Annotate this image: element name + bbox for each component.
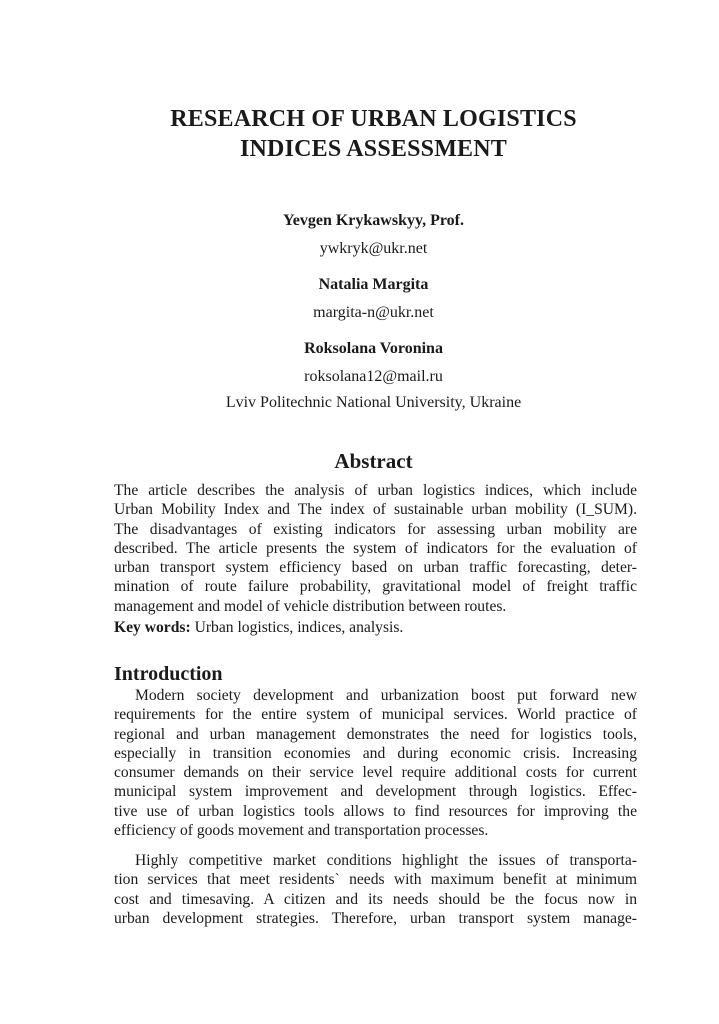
text-line: requirements for the entire system of municipal services. World practice of (114, 706, 637, 724)
text-line: mination of route failure probability, gravitational model of freight traffic (114, 578, 637, 596)
intro-paragraph-2 (114, 851, 637, 928)
text-line: management and model of vehicle distribution between routes. (114, 597, 507, 615)
abstract-heading: Abstract (334, 449, 413, 473)
text-line: efficiency of goods movement and transportation processes. (114, 822, 489, 840)
author-name: Roksolana Voronina (304, 340, 443, 357)
keywords-text: Urban logistics, indices, analysis. (190, 619, 404, 636)
introduction-heading: Introduction (114, 663, 223, 685)
text-line: municipal system improvement and development through logistics. Effec- (114, 783, 637, 801)
intro-paragraph-1 (114, 686, 637, 840)
text-line: tion services that meet residents` needs with maximum benefit at minimum (114, 871, 637, 889)
affiliation: Lviv Politechnic National University, Ukraine (225, 394, 522, 411)
author-name: Yevgen Krykawskyy, Prof. (282, 212, 465, 229)
title-line-2: INDICES ASSESSMENT (239, 136, 508, 162)
author-email: ywkryk@ukr.net (319, 240, 428, 257)
text-line: Modern society development and urbanization boost put forward new (135, 687, 637, 704)
text-line: especially in transition economies and during economic crisis. Increasing (114, 744, 637, 762)
author-email: roksolana12@mail.ru (304, 368, 443, 385)
text-line: urban development strategies. Therefore, urban transport system manage- (114, 909, 637, 927)
text-line: cost and timesaving. A citizen and its needs should be the focus now in (114, 890, 637, 908)
author-name: Natalia Margita (318, 276, 429, 293)
author-2 (0, 275, 719, 323)
author-email: margita-n@ukr.net (313, 304, 434, 321)
text-line: urban transport system efficiency based on urban traffic forecasting, deter- (114, 559, 637, 577)
text-line: consumer demands on their service level require additional costs for current (114, 764, 637, 782)
text-line: Urban Mobility Index and The index of sustainable urban mobility (I_SUM). (114, 501, 637, 519)
title-line-1: RESEARCH OF URBAN LOGISTICS (170, 106, 577, 132)
text-line: Highly competitive market conditions highlight the issues of transporta- (135, 852, 637, 869)
text-line: The disadvantages of existing indicators for assessing urban mobility are (114, 520, 637, 538)
text-line: regional and urban management demonstrates the need for logistics tools, (114, 725, 637, 743)
author-1 (0, 211, 719, 259)
abstract-text (114, 481, 637, 616)
keywords-label: Key words: (114, 619, 191, 636)
text-line: The article describes the analysis of urban logistics indices, which include (114, 482, 637, 499)
author-3 (0, 339, 719, 413)
keywords (114, 618, 637, 637)
text-line: described. The article presents the system of indicators for the evaluation of (114, 539, 637, 557)
paper-title (0, 104, 719, 164)
text-line: tive use of urban logistics tools allows to find resources for improving the (114, 802, 637, 820)
